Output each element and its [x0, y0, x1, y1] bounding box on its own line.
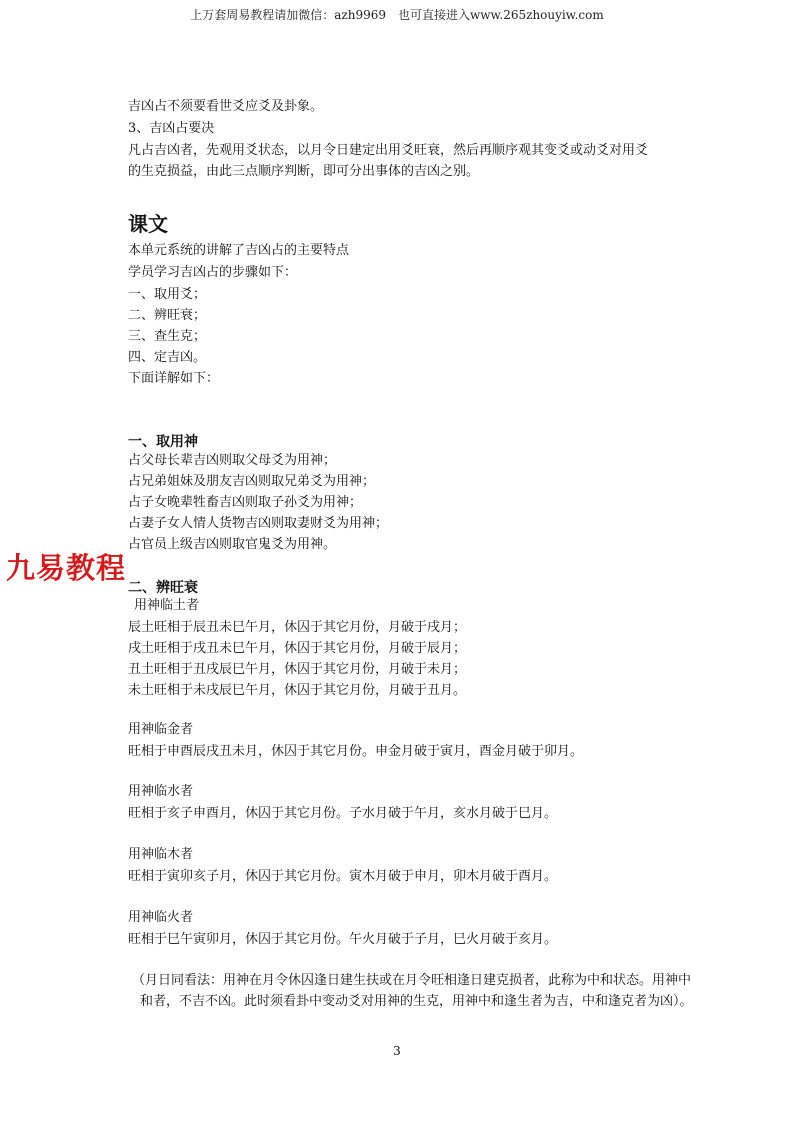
water-line: 旺相于亥子申酉月，休囚于其它月份。子水月破于午月，亥水月破于巳月。	[128, 806, 558, 821]
wood-line: 旺相于寅卯亥子月，休囚于其它月份。寅木月破于申月，卯木月破于酉月。	[128, 869, 558, 884]
note-line: （月日同看法：用神在月令休囚逢日建生扶或在月令旺相逢日建克损者，此称为中和状态。用神中	[132, 973, 692, 988]
lesson-step: 三、查生克；	[128, 329, 207, 344]
section-1-line: 占兄弟姐妹及朋友吉凶则取兄弟爻为用神；	[128, 474, 376, 489]
metal-heading: 用神临金者	[128, 722, 194, 737]
lesson-step: 二、辨旺衰；	[128, 308, 207, 323]
earth-line: 辰土旺相于辰丑未巳午月，休囚于其它月份，月破于戌月；	[128, 620, 467, 635]
water-heading: 用神临水者	[128, 784, 194, 799]
earth-heading: 用神临土者	[134, 598, 200, 613]
page-number: 3	[393, 1044, 401, 1058]
fire-heading: 用神临火者	[128, 910, 194, 925]
lesson-line: 本单元系统的讲解了吉凶占的主要特点	[128, 243, 350, 258]
fire-line: 旺相于巳午寅卯月，休囚于其它月份。午火月破于子月，巳火月破于亥月。	[128, 932, 558, 947]
lesson-step: 四、定吉凶。	[128, 350, 207, 365]
page-header: 上万套周易教程请加微信：azh9969 也可直接进入www.265zhouyiw.com	[190, 8, 604, 22]
note-line: 和者，不吉不凶。此时须看卦中变动爻对用神的生克，用神中和逢生者为吉，中和逢克者为凶）。	[140, 994, 693, 1009]
intro-line: 的生克损益，由此三点顺序判断，即可分出事体的吉凶之别。	[128, 164, 480, 179]
lesson-line: 下面详解如下：	[128, 371, 220, 386]
earth-line: 丑土旺相于丑戌辰巳午月，休囚于其它月份，月破于未月；	[128, 662, 467, 677]
lesson-line: 学员学习吉凶占的步骤如下：	[128, 265, 298, 280]
section-1-line: 占妻子女人情人货物吉凶则取妻财爻为用神；	[128, 516, 389, 531]
earth-line: 未土旺相于未戌辰巳午月，休囚于其它月份，月破于丑月。	[128, 683, 467, 698]
lesson-step: 一、取用爻；	[128, 287, 207, 302]
intro-line: 吉凶占不须要看世爻应爻及卦象。	[128, 99, 324, 114]
lesson-title: 课文	[128, 212, 168, 236]
intro-line: 凡占吉凶者，先观用爻状态，以月令日建定出用爻旺衰，然后再顺序观其变爻或动爻对用爻	[128, 143, 649, 158]
section-1-title: 一、取用神	[128, 434, 198, 450]
section-1-line: 占父母长辈吉凶则取父母爻为用神；	[128, 453, 337, 468]
section-2-title: 二、辨旺衰	[128, 580, 198, 596]
earth-line: 戌土旺相于戌丑未巳午月，休囚于其它月份，月破于辰月；	[128, 641, 467, 656]
section-1-line: 占子女晚辈牲畜吉凶则取子孙爻为用神；	[128, 495, 363, 510]
watermark: 九易教程	[6, 551, 127, 585]
metal-line: 旺相于申酉辰戌丑未月，休囚于其它月份。申金月破于寅月，酉金月破于卯月。	[128, 744, 584, 759]
intro-heading: 3、吉凶占要决	[128, 121, 215, 136]
wood-heading: 用神临木者	[128, 847, 194, 862]
section-1-line: 占官员上级吉凶则取官鬼爻为用神。	[128, 537, 337, 552]
